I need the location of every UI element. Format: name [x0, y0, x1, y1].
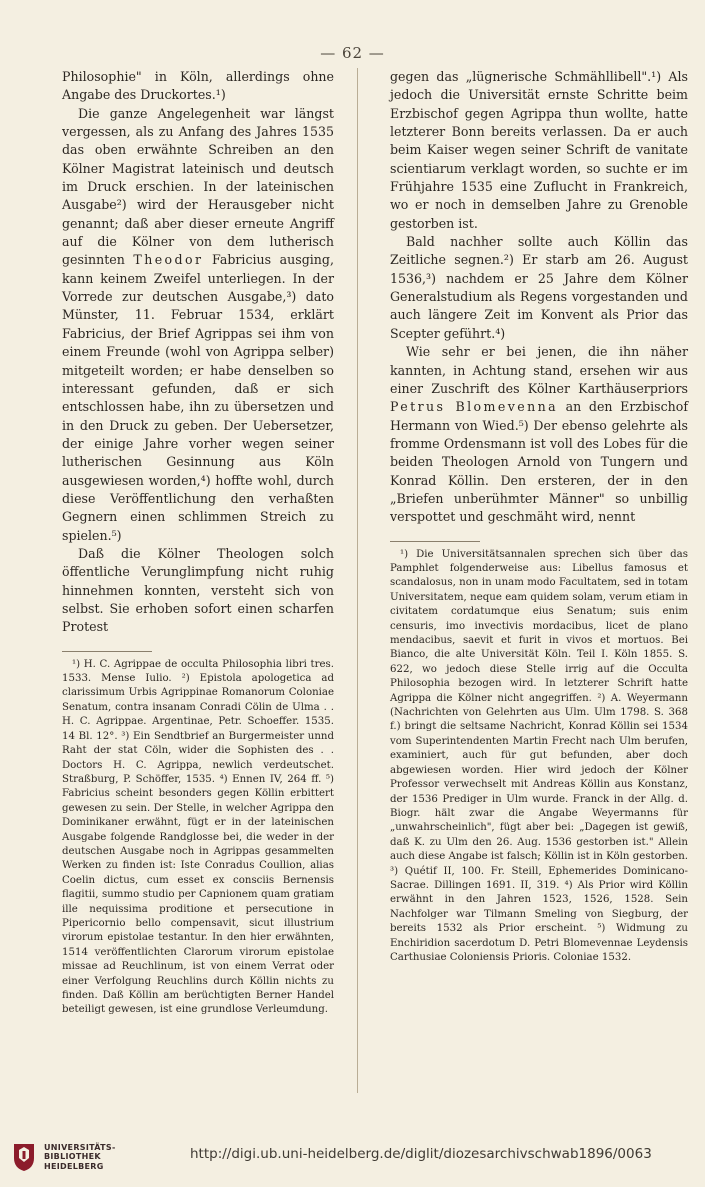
- right-column: [390, 68, 688, 965]
- left-paragraph-2: [62, 105, 334, 545]
- library-logo: [10, 1142, 116, 1172]
- logo-text: [44, 1143, 116, 1172]
- logo-line-2: BIBLIOTHEK: [44, 1152, 101, 1162]
- footnotes-left: [62, 658, 334, 1018]
- footnote-divider-left: [62, 651, 152, 652]
- heidelberg-seal-icon: [10, 1142, 38, 1172]
- left-column: [62, 68, 334, 1018]
- right-paragraph-3: [390, 343, 688, 526]
- author-name-theodor: Theodor: [133, 252, 204, 268]
- right-paragraph-2: Bald nachher sollte auch Köllin das Zeitliche segnen.²) Er starb am 26. August 1536,³) nachdem er 25 Jahre dem Kölner Generalstudium als Regens vorgestanden und auch längere Zeit im Konvent als Prior das Scepter geführt.⁴): [390, 234, 688, 341]
- right-paragraph-1: gegen das „lügnerische Schmähllibell".¹) Als jedoch die Universität ernste Schritte beim Erzbischof gegen Agrippa thun wollte, hatte letzterer Bonn bereits verlassen. Da er auch beim Kaiser wegen seiner Schrift de vanitate scientiarum verklagt worden, so suchte er im Frühjahre 1535 eine Zuflucht in Frankreich, wo er noch in demselben Jahre zu Grenoble gestorben ist.: [390, 69, 688, 231]
- author-name-blomevenna: Petrus Blomevenna: [390, 399, 559, 415]
- left-paragraph-3: Daß die Kölner Theologen solch öffentliche Verunglimpfung nicht ruhig hinnehmen konnten, versteht sich von selbst. Sie erhoben sofort einen scharfen Protest: [62, 545, 334, 635]
- footnote-block-left: ¹) H. C. Agrippae de occulta Philosophia libri tres. 1533. Mense Iulio. ²) Epistola apologetica ad clarissimum Urbis Agrippinae Romanorum Coloniae Senatum, contra insanam Conradi Cölin de Ulma . . H. C. Agrippae. Argentinae, Petr. Schoeffer. 1535. 14 Bl. 12°. ³) Ein Sendtbrief an Burgermeister unnd Raht der stat Cöln, wider die Sophisten des . . Doctors H. C. Agrippa, newlich verdeutschet. Straßburg, P. Schöffer, 1535. ⁴) Ennen IV, 264 ff. ⁵) Fabricius scheint besonders gegen Köllin erbittert gewesen zu sein. Der Stelle, in welcher Agrippa den Dominikaner erwähnt, fügt er in der lateinischen Ausgabe folgende Randglosse bei, die weder in der deutschen Ausgabe noch in Agrippas gesammelten Werken zu finden ist: Iste Conradus Coullion, alias Coelin dictus, cum esset ex consciis Bernensis flagitii, summo studio per Capnionem quam gratiam ille nequissima proditione et persecutione in Pipericornio bello compensavit, sicut illustrium virorum epistolae testantur. In den hier erwähnten, 1514 veröffentlichten Clarorum virorum epistolae missae ad Reuchlinum, ist von einem Verrat oder einer Verfolgung Reuchlins durch Köllin nichts zu finden. Daß Köllin am berüchtigten Berner Handel beteiligt gewesen, ist eine grundlose Verleumdung.: [62, 658, 334, 1016]
- column-divider: [357, 68, 358, 1093]
- page-number: — 62 —: [320, 44, 385, 62]
- left-paragraph-2-cont: Fabricius ausging, kann keinem Zweifel unterliegen. In der Vorrede zur deutschen Ausgabe,³) dato Münster, 11. Februar 1534, erklärt Fabricius, der Brief Agrippas sei ihm von einem Freunde (wohl von Agrippa selber) mitgeteilt worden; er habe denselben so interessant gefunden, daß er sich entschlossen habe, ihn zu übersetzen und in den Druck zu geben. Der Uebersetzer, der einige Jahre vorher wegen seiner lutherischen Gesinnung aus Köln ausgewiesen worden,⁴) hoffte wohl, durch diese Veröffentlichung den verhaßten Gegnern einen schlimmen Streich zu spielen.⁵): [62, 252, 334, 543]
- source-url[interactable]: http://digi.ub.uni-heidelberg.de/diglit/diozesarchivschwab1896/0063: [190, 1146, 652, 1162]
- right-paragraph-3-cont: an den Erzbischof Hermann von Wied.⁵) Der ebenso gelehrte als fromme Ordensmann ist voll des Lobes für die beiden Theologen Arnold von Tungern und Konrad Köllin. Den ersteren, der in den „Briefen unberühmter Männer" so unbillig verspottet und geschmäht wird, nennt: [390, 399, 688, 525]
- right-paragraph-3-text: Wie sehr er bei jenen, die ihn näher kannten, in Achtung stand, ersehen wir aus einer Zuschrift des Kölner Karthäuserpriors: [390, 344, 688, 396]
- left-paragraph-2-text: Die ganze Angelegenheit war längst vergessen, als zu Anfang des Jahres 1535 das oben erwähnte Schreiben an den Kölner Magistrat lateinisch und deutsch im Druck erschien. In der lateinischen Ausgabe²) wird der Herausgeber nicht genannt; daß aber dieser erneute Angriff auf die Kölner von dem lutherisch gesinnten: [62, 105, 334, 268]
- footnote-block-right: ¹) Die Universitätsannalen sprechen sich über das Pamphlet folgenderweise aus: Libellus famosus et scandalosus, non in unam modo Facultatem, sed in totam Universitatem, neque eam quidem solam, verum etiam in civitatem cordatumque eius Senatum; suis enim censuris, imo invectivis mordacibus, licet de plano mendacibus, saevit et furit in vivos et mortuos. Bei Bianco, die alte Universität Köln. Teil I. Köln 1855. S. 622, wo jedoch diese Stelle irrig auf die Occulta Philosophia bezogen wird. In letzterer Schrift hatte Agrippa die Kölner nicht angegriffen. ²) A. Weyermann (Nachrichten von Gelehrten aus Ulm. Ulm 1798. S. 368 f.) bringt die seltsame Nachricht, Konrad Köllin sei 1534 vom Superintendenten Martin Frecht nach Ulm berufen, examiniert, auch für gut befunden, aber doch abgewiesen worden. Hier wird jedoch der Kölner Professor verwechselt mit Andreas Köllin aus Konstanz, der 1536 Prediger in Ulm wurde. Franck in der Allg. d. Biogr. hält zwar die Angabe Weyermanns für „unwahrscheinlich", fügt aber bei: „Dagegen ist gewiß, daß K. zu Ulm den 26. Aug. 1536 gestorben ist." Allein auch diese Angabe ist falsch; Köllin ist in Köln gestorben. ³) Quétif II, 100. Fr. Steill, Ephemerides Dominicano-Sacrae. Dillingen 1691. II, 319. ⁴) Als Prior wird Köllin erwähnt in den Jahren 1523, 1526, 1528. Sein Nachfolger war Tilmann Smeling von Siegburg, der bereits 1532 als Prior erscheint. ⁵) Widmung zu Enchiridion sacerdotum D. Petri Blomevennae Leydensis Carthusiae Coloniensis Prioris. Coloniae 1532.: [390, 548, 688, 963]
- logo-line-3: HEIDELBERG: [44, 1161, 104, 1171]
- footnote-divider-right: [390, 541, 480, 542]
- logo-line-1: UNIVERSITÄTS-: [44, 1142, 116, 1152]
- footnotes-right: [390, 548, 688, 966]
- left-paragraph-1: Philosophie" in Köln, allerdings ohne Angabe des Druckortes.¹): [62, 69, 334, 103]
